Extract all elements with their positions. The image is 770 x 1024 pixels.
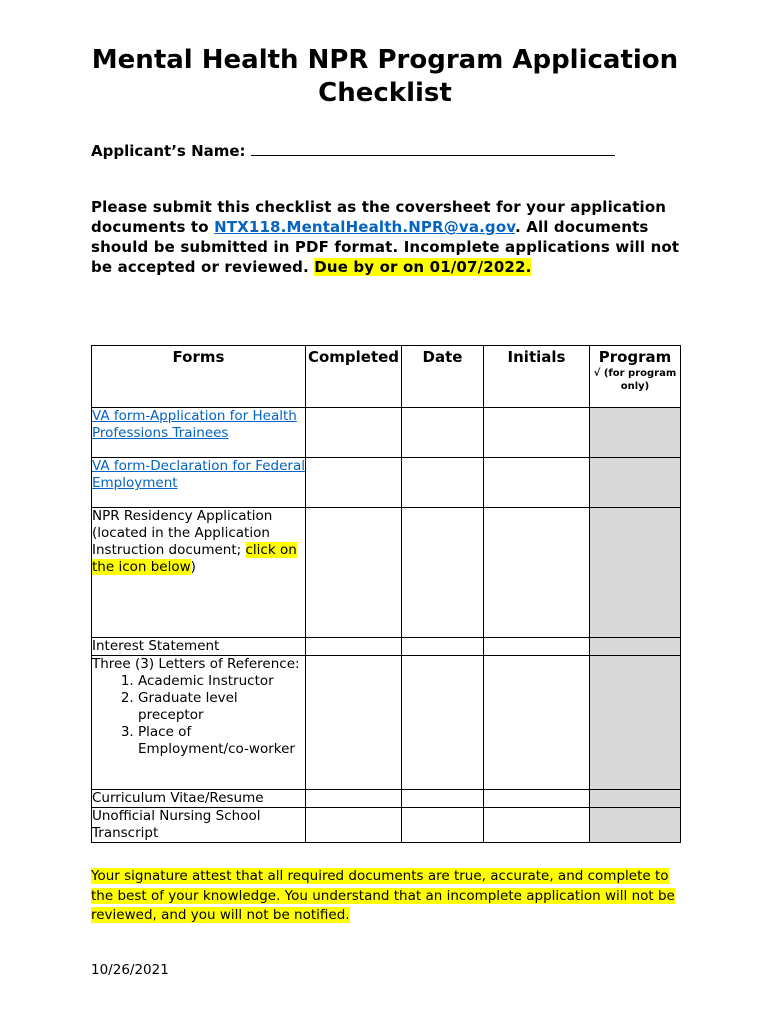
npr-application-highlight: click on the icon below [92,542,297,575]
program-cell [590,808,681,843]
program-cell [590,656,681,790]
form-cell [92,656,306,790]
email-link[interactable]: NTX118.MentalHealth.NPR@va.gov [214,218,515,236]
attestation-paragraph [91,867,681,926]
instructions-paragraph [91,197,691,277]
completed-cell[interactable] [306,656,402,790]
program-cell [590,790,681,808]
va-declaration-link[interactable]: VA form-Declaration for Federal Employment [92,458,306,491]
date-cell[interactable] [402,790,484,808]
form-cell [92,458,306,508]
date-cell[interactable] [402,656,484,790]
page-title: Mental Health NPR Program Application Checklist [91,45,679,108]
instructions-text-1: Please submit this checklist as the coversheet for your application documents to [91,198,667,236]
footer-date: 10/26/2021 [91,962,169,978]
table-row [92,638,681,656]
table-row [92,508,681,638]
form-cell [92,638,306,656]
transcript-text: Unofficial Nursing School Transcript [92,808,261,841]
completed-cell[interactable] [306,408,402,458]
completed-cell[interactable] [306,808,402,843]
initials-cell[interactable] [484,638,590,656]
list-item: 1. Academic Instructor [138,673,305,690]
program-cell [590,508,681,638]
form-cell [92,790,306,808]
cv-text: Curriculum Vitae/Resume [92,790,264,806]
initials-cell[interactable] [484,408,590,458]
applicant-name-row [91,140,615,161]
form-cell [92,408,306,458]
date-cell[interactable] [402,458,484,508]
applicant-name-field[interactable] [251,140,615,156]
list-item: 3. Place of Employment/co-worker [138,724,305,758]
header-program-note: √ (for program only) [593,368,677,392]
attestation-text: Your signature attest that all required documents are true, accurate, and complete to the best of your knowledge. You understand that an incomplete application will not be reviewed, and you will not be notified. [91,868,675,923]
table-row [92,408,681,458]
program-cell [590,458,681,508]
completed-cell[interactable] [306,790,402,808]
table-row [92,808,681,843]
checklist-table [91,345,681,843]
header-date: Date [402,346,484,408]
form-cell [92,808,306,843]
initials-cell[interactable] [484,458,590,508]
header-completed: Completed [306,346,402,408]
date-cell[interactable] [402,408,484,458]
instructions-text-2: . All documents should be submitted in PDF format. Incomplete applications will not be accepted or reviewed. [91,218,680,276]
initials-cell[interactable] [484,790,590,808]
list-item: 2. Graduate level preceptor [138,690,305,724]
program-cell [590,638,681,656]
initials-cell[interactable] [484,656,590,790]
npr-application-text: NPR Residency Application (located in the Application Instruction document; [92,508,273,558]
initials-cell[interactable] [484,508,590,638]
header-program-label: Program [598,348,672,366]
interest-statement-text: Interest Statement [92,638,220,654]
header-program [590,346,681,408]
va-application-link[interactable]: VA form-Application for Health Professions Trainees [92,408,297,441]
date-cell[interactable] [402,638,484,656]
applicant-name-label: Applicant’s Name: [91,142,246,160]
table-row [92,656,681,790]
letters-list [92,673,305,758]
letters-intro-text: Three (3) Letters of Reference: [92,656,300,672]
table-row [92,790,681,808]
npr-application-close: ) [190,559,196,575]
table-header-row [92,346,681,408]
date-cell[interactable] [402,508,484,638]
program-cell [590,408,681,458]
completed-cell[interactable] [306,458,402,508]
completed-cell[interactable] [306,638,402,656]
due-date-highlight: Due by or on 01/07/2022. [314,258,532,276]
completed-cell[interactable] [306,508,402,638]
initials-cell[interactable] [484,808,590,843]
header-initials: Initials [484,346,590,408]
table-row [92,458,681,508]
form-cell [92,508,306,638]
date-cell[interactable] [402,808,484,843]
header-forms: Forms [92,346,306,408]
